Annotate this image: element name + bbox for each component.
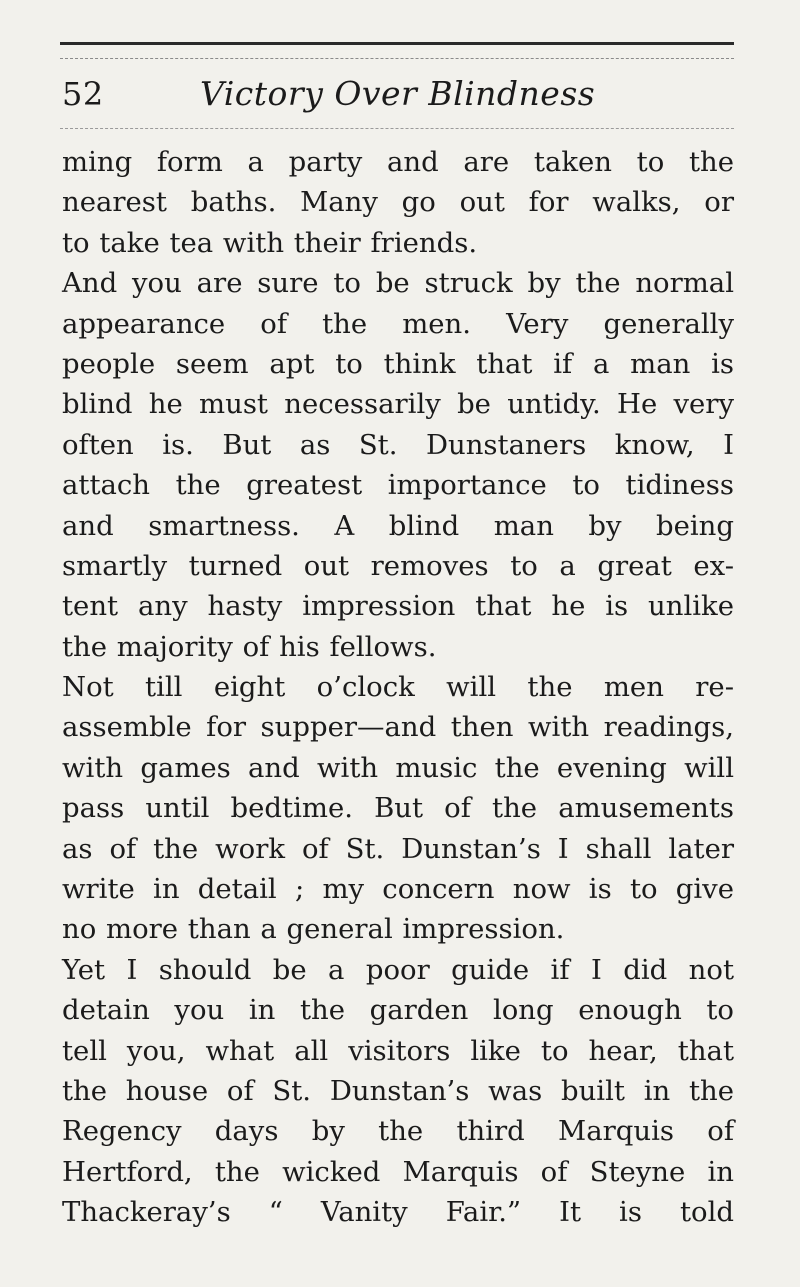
text-line: Not till eight o’clock will the men re- xyxy=(62,671,734,704)
text-line: to take tea with their friends. xyxy=(62,226,478,259)
text-line: ming form a party and are taken to the xyxy=(62,146,734,178)
text-line: detain you in the garden long enough to xyxy=(62,994,734,1027)
running-title: Victory Over Blindness xyxy=(200,74,596,113)
text-line: the majority of his fellows. xyxy=(62,630,437,663)
text-line: with games and with music the evening will xyxy=(62,751,734,784)
page-number: 52 xyxy=(62,75,104,113)
running-header xyxy=(62,70,734,122)
text-line: often is. But as St. Dunstaners know, I xyxy=(62,428,734,461)
body-text xyxy=(62,142,734,1233)
text-line: tell you, what all visitors like to hear, that xyxy=(62,1034,734,1067)
text-line: pass until bedtime. But of the amusements xyxy=(62,792,734,825)
header-rule xyxy=(60,128,734,129)
text-line: Yet I should be a poor guide if I did not xyxy=(62,953,734,986)
text-line: write in detail ; my concern now is to give xyxy=(62,873,734,906)
text-line: Hertford, the wicked Marquis of Steyne in xyxy=(62,1155,734,1188)
text-line: and smartness. A blind man by being xyxy=(62,509,734,542)
text-line: people seem apt to think that if a man is xyxy=(62,347,734,380)
text-line: And you are sure to be struck by the normal xyxy=(62,267,734,300)
text-line: no more than a general impression. xyxy=(62,913,565,946)
text-line: Regency days by the third Marquis of xyxy=(62,1115,734,1148)
text-line: Thackeray’s “ Vanity Fair.” It is told xyxy=(62,1196,734,1229)
text-line: blind he must necessarily be untidy. He very xyxy=(62,388,734,421)
text-line: smartly turned out removes to a great ex- xyxy=(62,549,734,582)
text-line: as of the work of St. Dunstan’s I shall later xyxy=(62,832,734,865)
text-line: appearance of the men. Very generally xyxy=(62,307,734,340)
top-thin-rule xyxy=(60,58,734,59)
text-line: assemble for supper—and then with readings, xyxy=(62,711,734,744)
text-line: attach the greatest importance to tidiness xyxy=(62,469,734,502)
top-rule xyxy=(60,42,734,45)
text-line: nearest baths. Many go out for walks, or xyxy=(62,186,734,219)
text-line: the house of St. Dunstan’s was built in the xyxy=(62,1074,734,1107)
text-line: tent any hasty impression that he is unlike xyxy=(62,590,734,623)
